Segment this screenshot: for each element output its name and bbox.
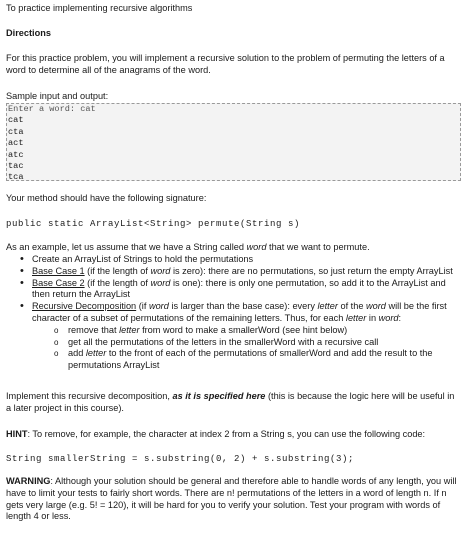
sample-output-box <box>6 103 461 181</box>
sample-output-line: atc <box>8 149 24 160</box>
sample-output-line: act <box>8 138 24 149</box>
sample-output-line: tac <box>8 161 24 172</box>
sub-list-item: o add letter to the front of each of the permutations of smallerWord and add the result to the permutations ArrayList <box>32 348 461 372</box>
directions-heading: Directions <box>6 28 51 38</box>
sub-list-item: o remove that letter from word to make a smallerWord (see hint below) <box>32 325 461 337</box>
sample-prompt-line: Enter a word: cat <box>8 104 96 114</box>
sub-steps-list <box>32 325 461 372</box>
signature-code: public static ArrayList<String> permute(String s) <box>6 219 301 229</box>
sample-output-line: tca <box>8 172 24 183</box>
warning-paragraph: WARNING: Although your solution should be general and therefore able to handle words of any length, you will have to limit your tests to fairly short words. There are n! permutations of the letters in a word of length n. If n gets very large (e.g. 5! = 120), it will be hard for you to verify your solution. Test your program with words of length 4 or less. <box>6 476 457 522</box>
list-item: • Base Case 2 (if the length of word is one): there is only one permutation, so add it to the ArrayList and then return the ArrayList <box>6 278 461 302</box>
steps-list <box>6 254 461 372</box>
implement-paragraph: Implement this recursive decomposition, as it is specified here (this is because the logic here will be useful in a later project in this course). <box>6 391 455 413</box>
example-intro: As an example, let us assume that we have a String called word that we want to permute. <box>6 242 370 252</box>
page-title: To practice implementing recursive algorithms <box>6 3 193 13</box>
intro-paragraph: For this practice problem, you will implement a recursive solution to the problem of permuting the letters of a word to determine all of the anagrams of the word. <box>6 53 445 75</box>
sub-list-item: o get all the permutations of the letters in the smallerWord with a recursive call <box>32 337 461 349</box>
sample-output-line: cat <box>8 115 24 126</box>
hint-code: String smallerString = s.substring(0, 2) + s.substring(3); <box>6 454 355 464</box>
hint-label: HINT <box>6 429 28 439</box>
hint-paragraph: HINT: To remove, for example, the character at index 2 from a String s, you can use the following code: <box>6 429 426 439</box>
warning-label: WARNING <box>6 476 51 486</box>
list-item: • Recursive Decomposition (if word is larger than the base case): every letter of the word will be the first character of a subset of permutations of the remaining letters. Thus, for each letter in word: o remove that letter from word to make a smallerWord (see hint below) o get all the permutations of the letters in the smallerWord with a recursive call o add letter to the front of each of the permutations of smallerWord and add the result to the permutations ArrayList <box>6 301 461 372</box>
list-item: • Create an ArrayList of Strings to hold the permutations <box>6 254 461 266</box>
sample-output-line: cta <box>8 126 24 137</box>
list-item: • Base Case 1 (if the length of word is zero): there are no permutations, so just return the empty ArrayList <box>6 266 461 278</box>
sample-label: Sample input and output: <box>6 91 109 101</box>
signature-label: Your method should have the following signature: <box>6 193 207 203</box>
